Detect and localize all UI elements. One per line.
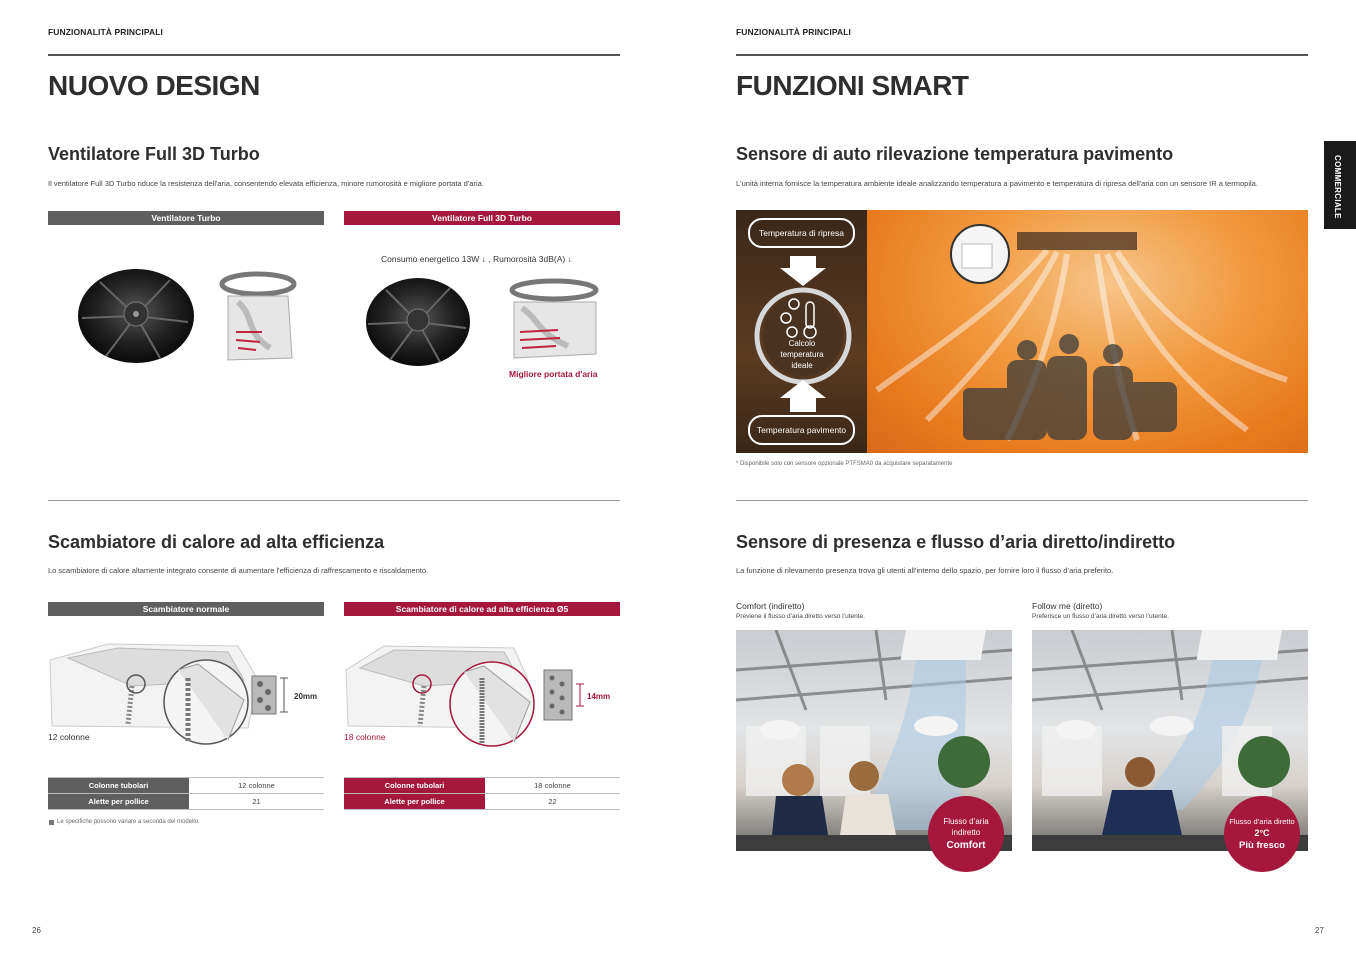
- floor-sensor-image: [736, 210, 1308, 453]
- turbo-fan-image: [70, 262, 310, 372]
- top-rule: [736, 54, 1308, 56]
- badge-line: Comfort: [946, 840, 986, 851]
- table-cell-value: 12 colonne: [189, 778, 324, 794]
- table-cell-key: Colonne tubolari: [48, 778, 189, 794]
- badge-line: Flusso d’aria: [943, 817, 989, 826]
- table-cell-value: 18 colonne: [485, 778, 620, 794]
- table-cell-key: Alette per pollice: [344, 794, 485, 810]
- right-page: [678, 0, 1356, 959]
- calculation-line: temperatura: [780, 350, 824, 359]
- page-number: 27: [1315, 926, 1324, 935]
- full-3d-turbo-fan-image: [360, 274, 610, 372]
- badge-line: Più fresco: [1239, 840, 1285, 851]
- comfort-badge: [928, 796, 1004, 872]
- exchanger-standard-bar: Scambiatore normale: [48, 602, 324, 616]
- footnote-bullet-icon: [49, 820, 54, 825]
- section-label: FUNZIONALITÀ PRINCIPALI: [736, 27, 851, 37]
- standard-columns-label: 12 colonne: [48, 732, 90, 742]
- return-temperature-pill: Temperatura di ripresa: [748, 218, 855, 248]
- section-divider: [736, 500, 1308, 501]
- comfort-title: Comfort (indiretto): [736, 601, 805, 611]
- standard-spec-table: [48, 777, 324, 810]
- table-cell-key: Alette per pollice: [48, 794, 189, 810]
- new-spec-table: [344, 777, 620, 810]
- side-tab-commerciale[interactable]: [1324, 141, 1356, 229]
- floor-sensor-heading: Sensore di auto rilevazione temperatura pavimento: [736, 144, 1174, 164]
- section-label: FUNZIONALITÀ PRINCIPALI: [48, 27, 163, 37]
- fan-standard-bar: Ventilatore Turbo: [48, 211, 324, 225]
- badge-line: indiretto: [951, 828, 981, 837]
- follow-me-badge: [1224, 796, 1300, 872]
- section-divider: [48, 500, 620, 501]
- badge-line: 2°C: [1254, 828, 1270, 838]
- page-title: NUOVO DESIGN: [48, 70, 260, 101]
- table-row: [48, 794, 324, 810]
- side-tab-label: COMMERCIALE: [1333, 155, 1342, 219]
- fan-heading: Ventilatore Full 3D Turbo: [48, 144, 260, 164]
- badge-line: Flusso d’aria diretto: [1229, 817, 1295, 826]
- comfort-subtitle: Previene il flusso d’aria diretto verso l’utente.: [736, 613, 865, 620]
- presence-description: La funzione di rilevamento presenza trova gli utenti all’interno dello spazio, per fornire loro il flusso d’aria preferito.: [736, 566, 1114, 575]
- table-cell-key: Colonne tubolari: [344, 778, 485, 794]
- new-size-label: 14mm: [587, 692, 611, 701]
- table-cell-value: 21: [189, 794, 324, 810]
- airflow-lines: [867, 210, 1308, 453]
- follow-subtitle: Preferisce un flusso d’aria diretto verso l’utente.: [1032, 613, 1169, 620]
- table-cell-value: 22: [485, 794, 620, 810]
- floor-temperature-pill: Temperatura pavimento: [748, 415, 855, 445]
- fan-new-bar: Ventilatore Full 3D Turbo: [344, 211, 620, 225]
- consumption-note: Consumo energetico 13W ↓ , Rumorosità 3dB(A) ↓: [381, 254, 572, 264]
- airflow-note: Migliore portata d'aria: [509, 369, 598, 379]
- exchanger-footnote: Le specifiche possono variare a seconda del modello.: [57, 819, 200, 825]
- floor-sensor-description: L'unità interna fornisce la temperatura ambiente ideale analizzando temperatura a pavimento e temperatura di ripresa dell'aria con un sensore IR a termopila.: [736, 179, 1258, 188]
- ir-sensor-icon: [948, 222, 1012, 286]
- calculation-line: ideale: [791, 361, 813, 370]
- presence-heading: Sensore di presenza e flusso d’aria diretto/indiretto: [736, 532, 1176, 552]
- follow-title: Follow me (diretto): [1032, 601, 1103, 611]
- page-title: FUNZIONI SMART: [736, 70, 969, 101]
- standard-size-label: 20mm: [294, 692, 318, 701]
- fan-description: Il ventilatore Full 3D Turbo riduce la resistenza dell'aria, consentendo elevata efficienza, minore rumorosità e migliore portata d'aria.: [48, 179, 484, 188]
- calculation-label: [764, 338, 840, 371]
- calculation-line: Calcolo: [788, 339, 816, 348]
- table-row: [344, 794, 620, 810]
- table-row: [344, 778, 620, 794]
- exchanger-heading: Scambiatore di calore ad alta efficienza: [48, 532, 385, 552]
- top-rule: [48, 54, 620, 56]
- new-columns-label: 18 colonne: [344, 732, 386, 742]
- page-number: 26: [32, 926, 41, 935]
- table-row: [48, 778, 324, 794]
- exchanger-description: Lo scambiatore di calore altamente integrato consente di aumentare l'efficienza di raffrescamento e riscaldamento.: [48, 566, 429, 575]
- exchanger-new-bar: Scambiatore di calore ad alta efficienza Ø5: [344, 602, 620, 616]
- floor-sensor-footnote: * Disponibile solo con sensore opzionale PTFSMA0 da acquistare separatamente: [736, 461, 953, 467]
